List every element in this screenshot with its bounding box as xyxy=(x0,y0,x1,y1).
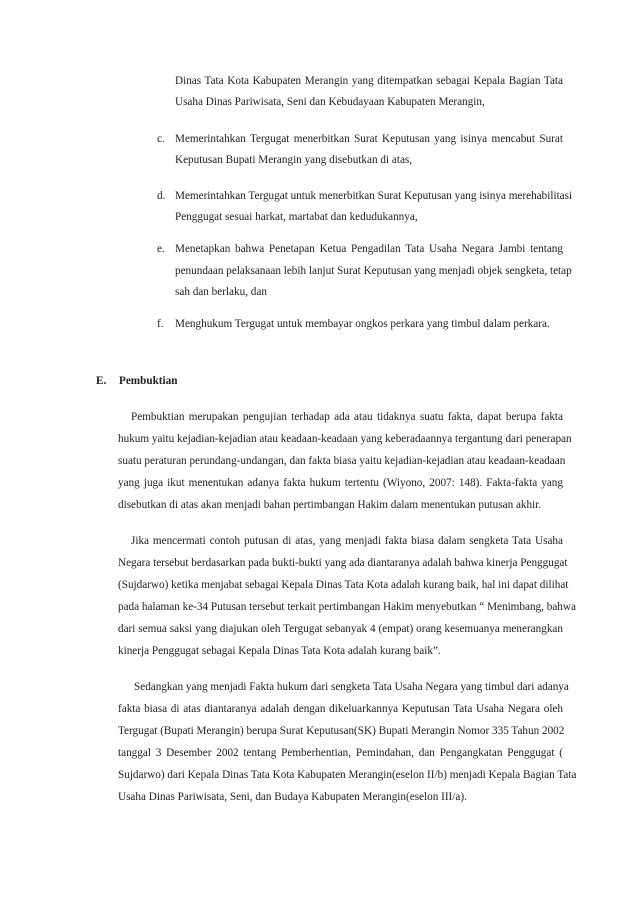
paragraph-1-line: hukum yaitu kejadian-kejadian atau keadaan-keadaan yang keberadaannya tergantung dari penerapan xyxy=(118,433,572,445)
list-continuation-line: Dinas Tata Kota Kabupaten Merangin yang ditempatkan sebagai Kepala Bagian Tata xyxy=(175,75,563,87)
list-item-d-line: Penggugat sesuai harkat, martabat dan kedudukannya, xyxy=(175,211,418,223)
list-item-d-line: Memerintahkan Tergugat untuk menerbitkan Surat Keputusan yang isinya merehabilitasi xyxy=(175,190,573,202)
paragraph-3-line: Tergugat (Bupati Merangin) berupa Surat Keputusan(SK) Bupati Merangin Nomor 335 Tahun 2002 xyxy=(118,725,565,737)
list-continuation-line: Usaha Dinas Pariwisata, Seni dan Kebudayaan Kabupaten Merangin, xyxy=(175,96,485,108)
paragraph-2-line: Negara tersebut berdasarkan pada bukti-bukti yang ada diantaranya adalah bahwa kinerja Penggugat xyxy=(118,557,568,569)
paragraph-1-line: disebutkan di atas akan menjadi bahan pertimbangan Hakim dalam menentukan putusan akhir. xyxy=(118,499,542,511)
paragraph-3-line: fakta biasa di atas diantaranya adalah dengan dikeluarkannya Keputusan Tata Usaha Negara oleh xyxy=(118,703,563,715)
list-marker-c: c. xyxy=(157,133,165,145)
paragraph-2-line: kinerja Penggugat sebagai Kepala Dinas Tata Kota adalah kurang baik”. xyxy=(118,645,441,657)
paragraph-2-line: pada halaman ke-34 Putusan tersebut terkait pertimbangan Hakim menyebutkan “ Menimbang, bahwa xyxy=(118,601,576,613)
list-marker-f: f. xyxy=(157,318,164,330)
list-item-e-line: sah dan berlaku, dan xyxy=(175,286,267,298)
list-item-c-line: Keputusan Bupati Merangin yang disebutkan di atas, xyxy=(175,154,413,166)
list-marker-d: d. xyxy=(157,190,166,202)
paragraph-1-line: Pembuktian merupakan pengujian terhadap ada atau tidaknya suatu fakta, dapat berupa fakta xyxy=(131,411,563,423)
paragraph-3-line: Usaha Dinas Pariwisata, Seni, dan Budaya Kabupaten Merangin(eselon III/a). xyxy=(118,791,467,803)
paragraph-2-line: Jika mencermati contoh putusan di atas, yang menjadi fakta biasa dalam sengketa Tata Usaha xyxy=(131,535,563,547)
list-item-c-line: Memerintahkan Tergugat menerbitkan Surat Keputusan yang isinya mencabut Surat xyxy=(175,133,563,145)
section-label: E. xyxy=(96,375,107,387)
paragraph-1-line: yang juga ikut menentukan adanya fakta hukum tertentu (Wiyono, 2007: 148). Fakta-fakta yang xyxy=(118,477,563,489)
list-marker-e: e. xyxy=(157,243,165,255)
paragraph-2-line: (Sujdarwo) ketika menjabat sebagai Kepala Dinas Tata Kota adalah kurang baik, hal ini dapat dilihat xyxy=(118,579,569,591)
paragraph-1-line: suatu peraturan perundang-undangan, dan fakta biasa yaitu kejadian-kejadian atau keadaan-keadaan xyxy=(118,455,566,467)
paragraph-3-line: Sedangkan yang menjadi Fakta hukum dari sengketa Tata Usaha Negara yang timbul dari adanya xyxy=(134,681,569,693)
paragraph-2-line: dari semua saksi yang diajukan oleh Tergugat sebanyak 4 (empat) orang kesemuanya menerangkan xyxy=(118,623,563,635)
paragraph-3-line: tanggal 3 Desember 2002 tentang Pemberhentian, Pemindahan, dan Pengangkatan Penggugat ( xyxy=(118,747,563,759)
paragraph-3-line: Sujdarwo) dari Kepala Dinas Tata Kota Kabupaten Merangin(eselon II/b) menjadi Kepala Bagian Tata xyxy=(118,769,577,781)
list-item-e-line: Menetapkan bahwa Penetapan Ketua Pengadilan Tata Usaha Negara Jambi tentang xyxy=(175,243,563,255)
list-item-f-line: Menghukum Tergugat untuk membayar ongkos perkara yang timbul dalam perkara. xyxy=(175,318,550,330)
list-item-e-line: penundaan pelaksanaan lebih lanjut Surat Keputusan yang menjadi objek sengketa, tetap xyxy=(175,265,572,277)
section-title: Pembuktian xyxy=(119,375,178,387)
